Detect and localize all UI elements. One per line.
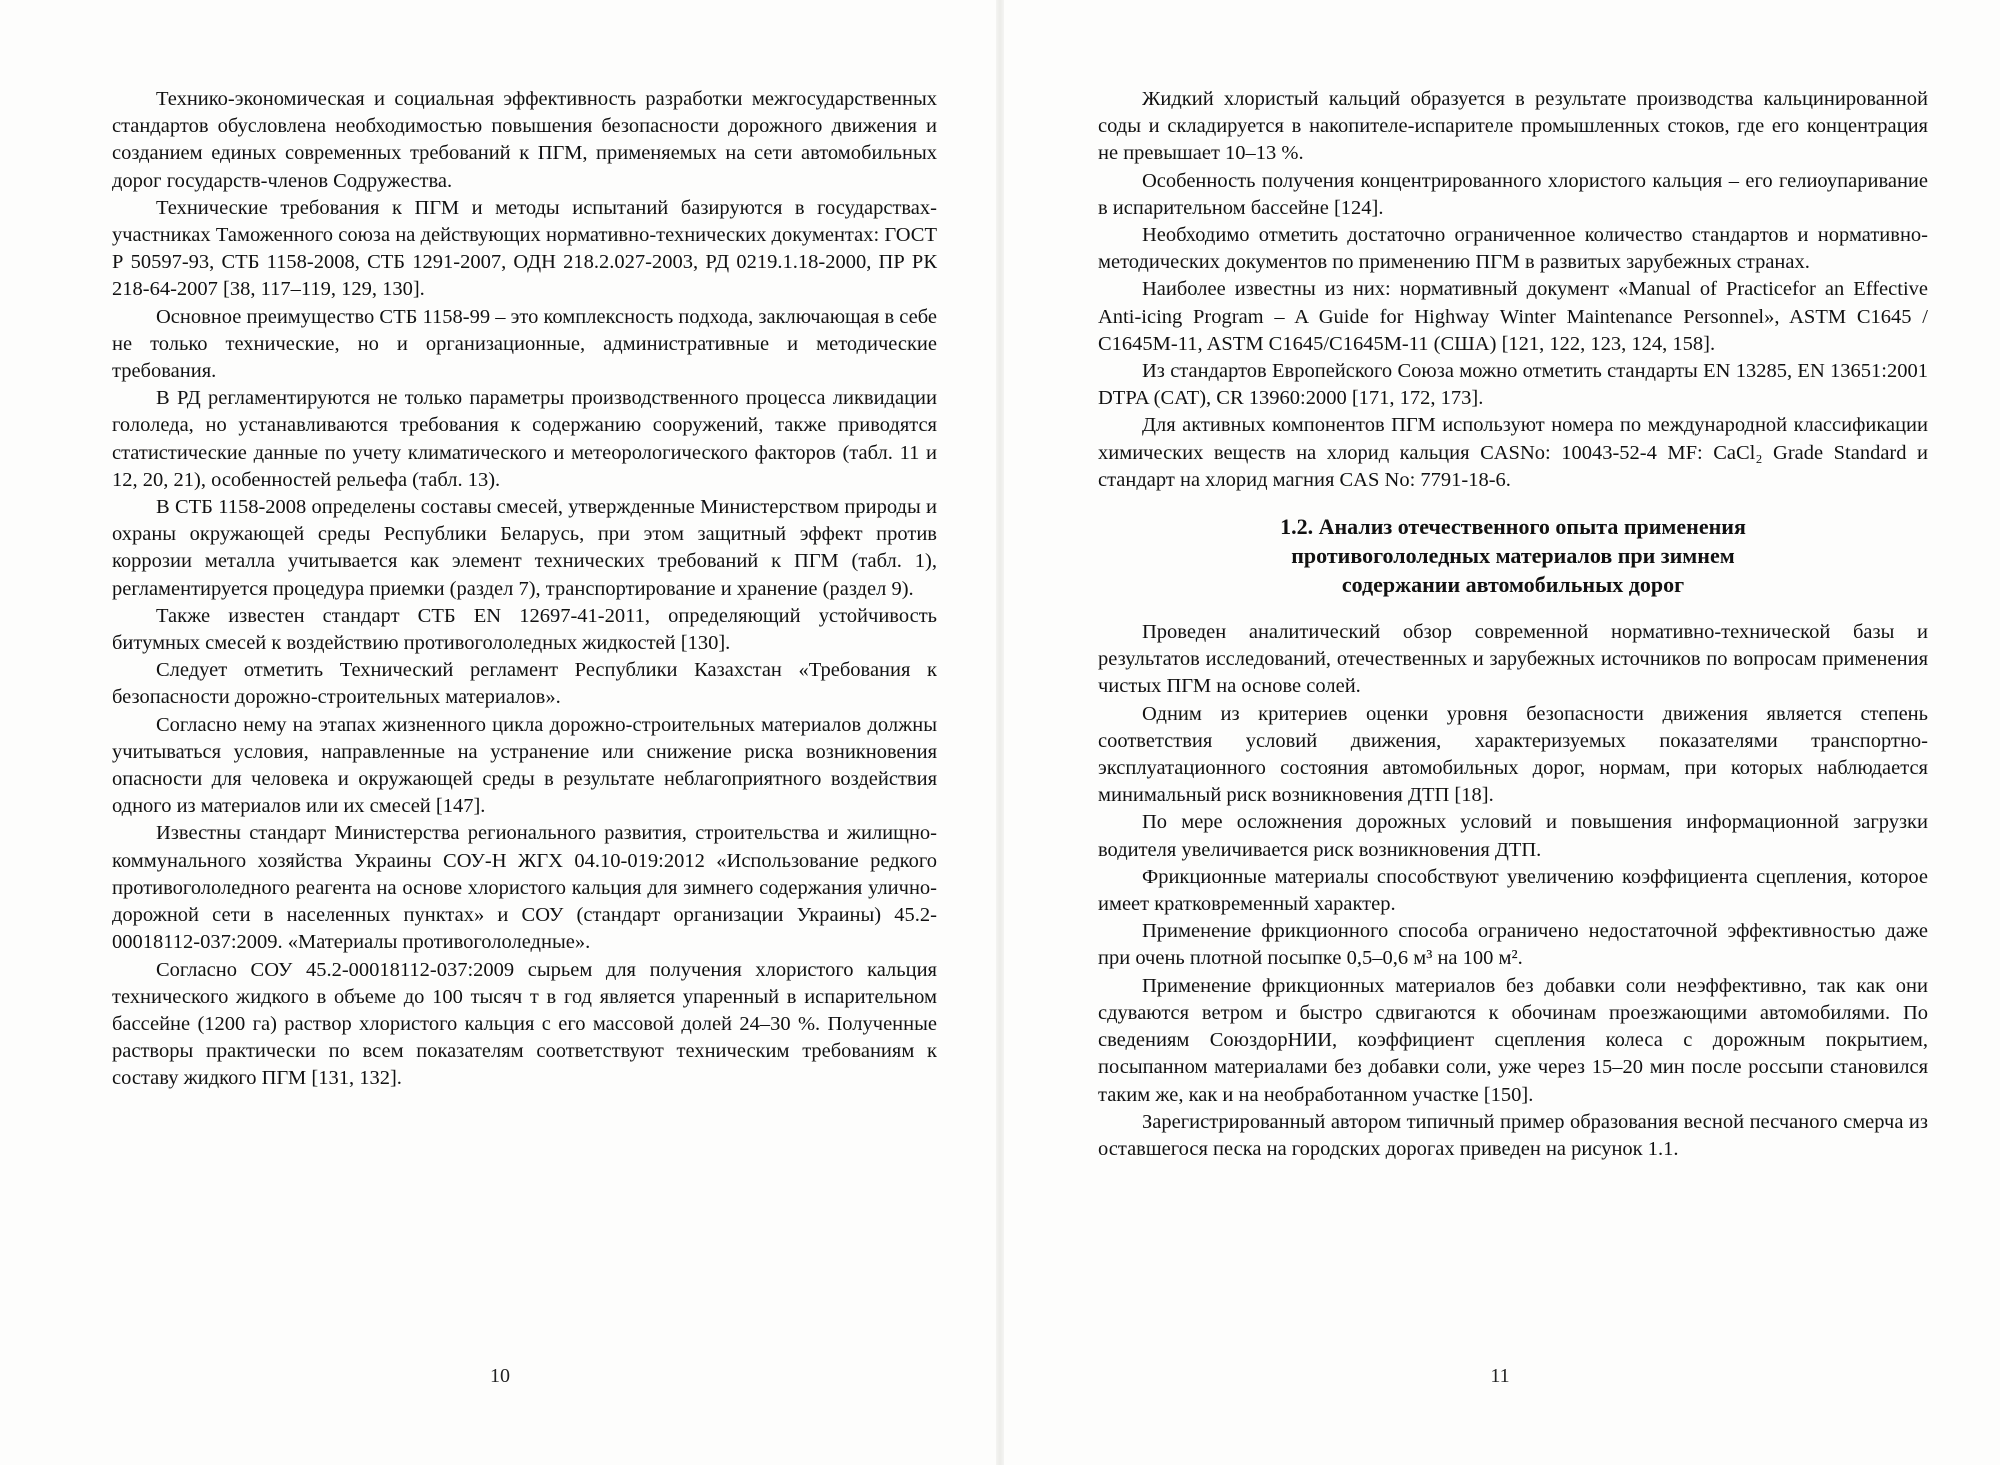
paragraph: Применение фрикционного способа ограничено недостаточной эффективностью даже при очень плотной посыпке 0,5–0,6 м³ на 100 м². [1098, 920, 1928, 970]
section-heading-line: содержании автомобильных дорог [1341, 572, 1685, 598]
paragraph: Технико-экономическая и социальная эффективность разработки межгосударственных стандартов обусловлена необходимостью повышения безопасности дорожного движения и созданием единых современных требований к ПГМ, применяемых на сети автомобильных дорог государств-членов Содружества. [112, 88, 937, 192]
paragraph: Для активных компонентов ПГМ используют номера по международной классификации химических веществ на хлорид кальция CASNo: 10043-52-4 MF: CaCl₂ Grade Standard и стандарт на хлорид магния CAS No: 7791-18-6. [1098, 414, 1928, 491]
paragraph: По мере осложнения дорожных условий и повышения информационной загрузки водителя увеличивается риск возникновения ДТП. [1098, 811, 1928, 861]
paragraph: Жидкий хлористый кальций образуется в результате производства кальцинированной соды и складируется в накопителе-испарителе промышленных стоков, где его концентрация не превышает 10–13 %. [1098, 88, 1928, 165]
paragraph: Применение фрикционных материалов без добавки соли неэффективно, так как они сдуваются ветром и быстро сдвигаются к обочинам проезжающими автомобилями. По сведениям СоюздорНИИ, коэффициент сцепления колеса с дорожным покрытием, посыпанном материалами без добавки соли, уже через 15–20 мин после россыпи становился таким же, как и на необработанном участке [150]. [1098, 974, 1928, 1106]
section-heading-line: противогололедных материалов при зимнем [1291, 543, 1735, 569]
paragraph: Также известен стандарт СТБ EN 12697-41-2011, определяющий устойчивость битумных смесей к воздействию противогололедных жидкостей [130]. [112, 604, 937, 655]
paragraph: Необходимо отметить достаточно ограниченное количество стандартов и нормативно-методических документов по применению ПГМ в развитых зарубежных странах. [1098, 224, 1928, 274]
right-page-text [1098, 86, 1928, 1163]
paragraph: В РД регламентируются не только параметры производственного процесса ликвидации гололеда, но устанавливаются требования к содержанию сооружений, также приводятся статистические данные по учету климатического и метеорологического факторов (табл. 11 и 12, 20, 21), особенностей рельефа (табл. 13). [112, 387, 937, 491]
left-page-text [112, 86, 937, 1093]
paragraph: Проведен аналитический обзор современной нормативно-технической базы и результатов исследований, отечественных и зарубежных источников по вопросам применения чистых ПГМ на основе солей. [1098, 621, 1928, 698]
paragraph: Особенность получения концентрированного хлористого кальция – его гелиоупаривание в испарительном бассейне [124]. [1098, 169, 1928, 219]
page-number: 11 [1490, 1365, 1510, 1387]
paragraph: Основное преимущество СТБ 1158-99 – это комплексность подхода, заключающая в себе не только технические, но и организационные, административные и методические требования. [112, 305, 937, 383]
paragraph: Из стандартов Европейского Союза можно отметить стандарты EN 13285, EN 13651:2001 DTPA (CAT), CR 13960:2000 [171, 172, 173]. [1098, 360, 1928, 410]
paragraph: Согласно СОУ 45.2-00018112-037:2009 сырьем для получения хлористого кальция технического жидкого в объеме до 100 тысяч т в год является упаренный в испарительном бассейне (1200 га) раствор хлористого кальция с его массовой долей 24–30 %. Полученные растворы практически по всем показателям соответствуют техническим требованиям к составу жидкого ПГМ [131, 132]. [112, 958, 937, 1090]
right-page [1000, 0, 2000, 1465]
paragraph: Фрикционные материалы способствуют увеличению коэффициента сцепления, которое имеет кратковременный характер. [1098, 865, 1928, 916]
page-number: 10 [490, 1365, 510, 1387]
paragraph: В СТБ 1158-2008 определены составы смесей, утвержденные Министерством природы и охраны окружающей среды Республики Беларусь, при этом защитный эффект против коррозии металла учитывается как элемент технических требований к ПГМ (табл. 1), регламентируется процедура приемки (раздел 7), транспортирование и хранение (раздел 9). [112, 496, 937, 600]
paragraph: Одним из критериев оценки уровня безопасности движения является степень соответствия условий движения, характеризуемых показателями транспортно-эксплуатационного состояния автомобильных дорог, нормам, при которых наблюдается минимальный риск возникновения ДТП [18]. [1098, 702, 1928, 807]
paragraph: Известны стандарт Министерства регионального развития, строительства и жилищно-коммунального хозяйства Украины СОУ-Н ЖГХ 04.10-019:2012 «Использование редкого противогололедного реагента на основе хлористого кальция для зимнего содержания улично-дорожной сети в населенных пунктах» и СОУ (стандарт организации Украины) 45.2-00018112-037:2009. «Материалы противогололедные». [112, 822, 937, 954]
paragraph: Согласно нему на этапах жизненного цикла дорожно-строительных материалов должны учитываться условия, направленные на устранение или снижение риска возникновения опасности для человека и окружающей среды в результате неблагоприятного воздействия одного из материалов или их смесей [147]. [112, 713, 937, 818]
paragraph: Наиболее известны из них: нормативный документ «Manual of Practicefor an Effective Anti-icing Program – A Guide for Highway Winter Maintenance Personnel», ASTM C1645 / C1645M-11, ASTM C1645/C1645M-11 (США) [121, 122, 123, 124, 158]. [1098, 278, 1928, 355]
section-heading [1098, 512, 1928, 599]
section-heading-line: 1.2. Анализ отечественного опыта применения [1280, 514, 1746, 540]
paragraph: Зарегистрированный автором типичный пример образования весной песчаного смерча из оставшегося песка на городских дорогах приведен на рисунок 1.1. [1098, 1110, 1928, 1160]
paragraph: Следует отметить Технический регламент Республики Казахстан «Требования к безопасности дорожно-строительных материалов». [112, 659, 937, 709]
paragraph: Технические требования к ПГМ и методы испытаний базируются в государствах-участниках Таможенного союза на действующих нормативно-технических документах: ГОСТ Р 50597-93, СТБ 1158-2008, СТБ 1291-2007, ОДН 218.2.027-2003, РД 0219.1.18-2000, ПР РК 218-64-2007 [38, 117–119, 129, 130]. [112, 196, 937, 301]
